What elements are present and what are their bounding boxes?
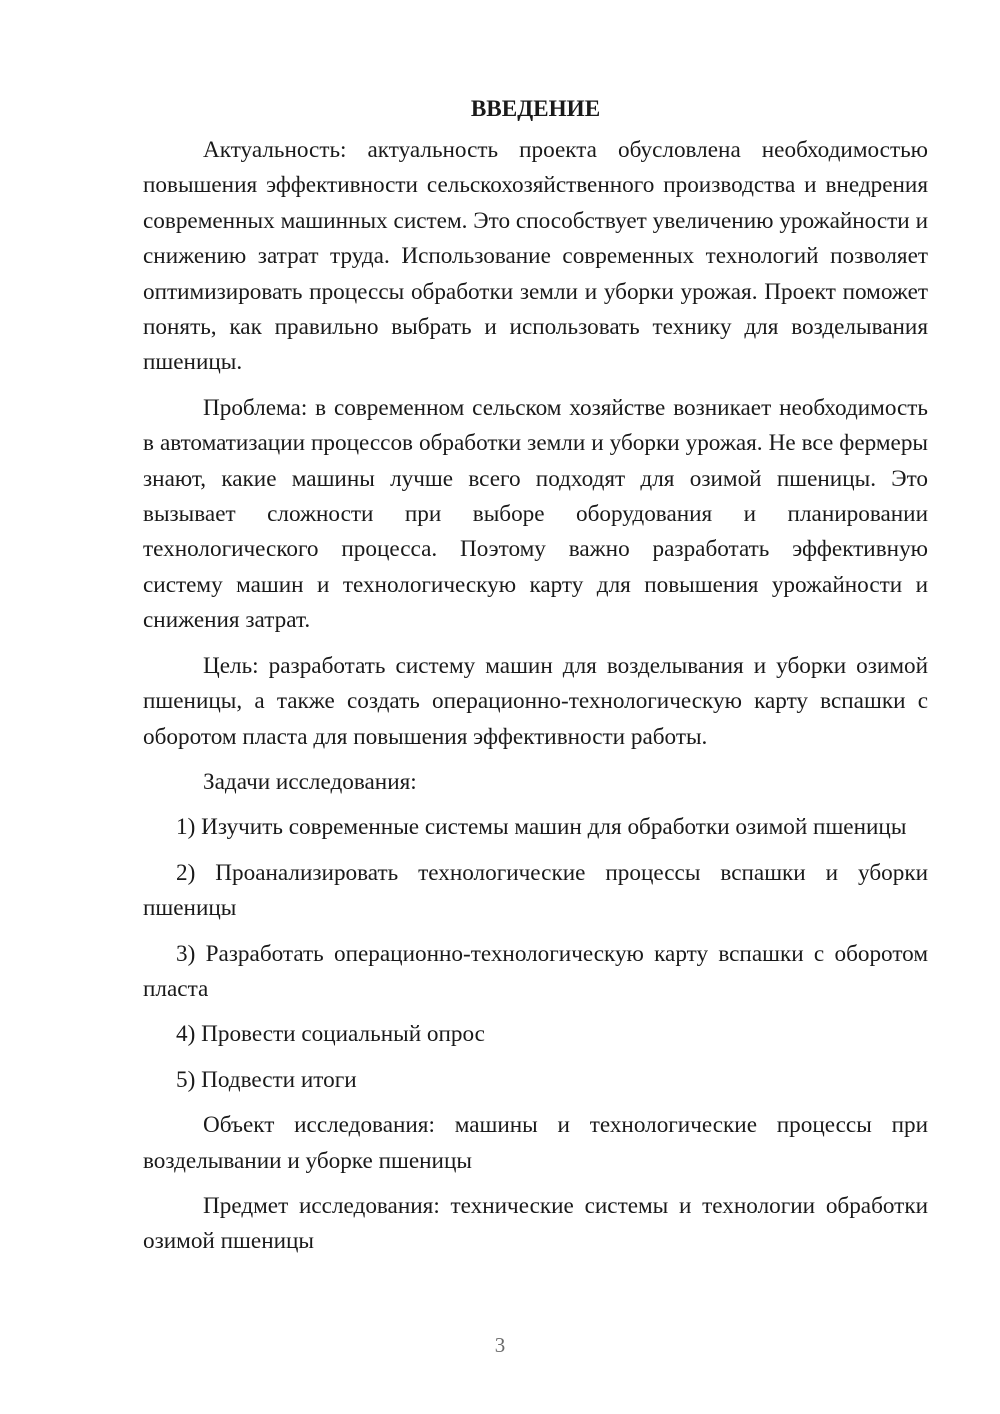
task-item: 4) Провести социальный опрос <box>176 1021 485 1048</box>
tasks-heading: Задачи исследования: <box>203 768 417 795</box>
object-paragraph: Объект исследования: машины и технологические процессы при возделывании и уборке пшеницы <box>143 1112 928 1174</box>
task-item: 2) Проанализировать технологические процессы вспашки и уборки пшеницы <box>143 859 928 922</box>
problem-paragraph: Проблема: в современном сельском хозяйстве возникает необходимость в автоматизации процессов обработки земли и уборки урожая. Не все фермеры знают, какие машины лучше всего подходят для озимой пшеницы. Это вызывает сложности при выборе оборудования и планировании технологического процесса. Поэтому важно разработать эффективную систему машин и технологическую карту для повышения урожайности и снижения затрат. <box>143 394 928 634</box>
task-item: 1) Изучить современные системы машин для обработки озимой пшеницы <box>176 814 907 841</box>
task-item: 3) Разработать операционно-технологическую карту вспашки с оборотом пласта <box>143 940 928 1002</box>
task-item: 5) Подвести итоги <box>176 1066 357 1093</box>
subject-paragraph: Предмет исследования: технические системы и технологии обработки озимой пшеницы <box>143 1192 928 1255</box>
goal-paragraph: Цель: разработать систему машин для возделывания и уборки озимой пшеницы, а также создать операционно-технологическую карту вспашки с оборотом пласта для повышения эффективности работы. <box>143 652 928 750</box>
relevance-paragraph: Актуальность: актуальность проекта обусловлена необходимостью повышения эффективности сельскохозяйственного производства и внедрения современных машинных систем. Это способствует увеличению урожайности и снижению затрат труда. Использование современных технологий позволяет оптимизировать процессы обработки земли и уборки урожая. Проект поможет понять, как правильно выбрать и использовать технику для возделывания пшеницы. <box>143 137 928 376</box>
page-number: 3 <box>494 1333 506 1357</box>
document-page <box>143 92 928 1270</box>
document-title: ВВЕДЕНИЕ <box>470 96 601 122</box>
